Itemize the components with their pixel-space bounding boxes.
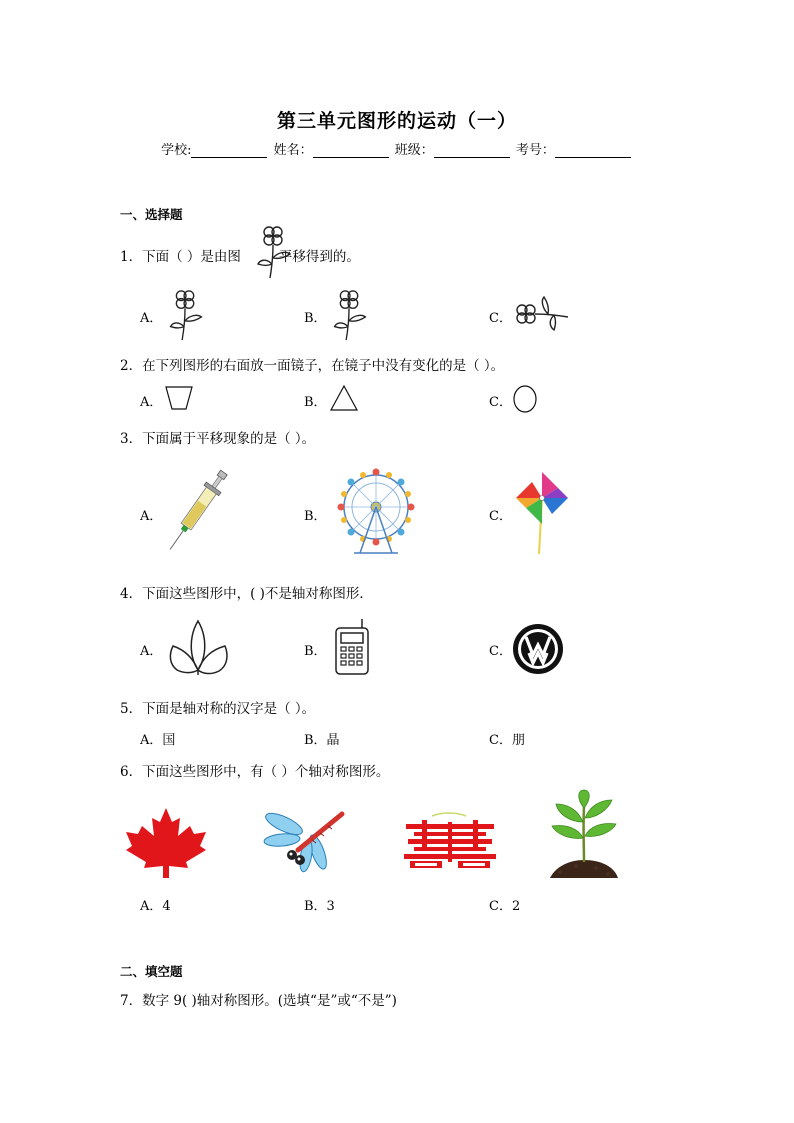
- number-blank[interactable]: [555, 143, 631, 158]
- q3-option-a[interactable]: A．: [140, 509, 163, 524]
- section-heading-choice: 一、选择题: [120, 207, 183, 222]
- ellipse-icon: [512, 384, 538, 414]
- class-blank[interactable]: [434, 143, 510, 158]
- flower-icon: [256, 224, 292, 280]
- trapezoid-icon: [164, 385, 194, 411]
- q6-option-c[interactable]: C．2: [489, 899, 521, 914]
- section-heading-fill: 二、填空题: [120, 964, 183, 979]
- question-2: 2．在下列图形的右面放一面镜子，在镜子中没有变化的是（ ）。: [120, 358, 505, 374]
- q6-option-b[interactable]: B．3: [304, 899, 335, 914]
- student-info-line: [0, 139, 794, 158]
- flower-icon: [166, 288, 206, 342]
- syringe-icon: [164, 462, 230, 560]
- q3-option-c[interactable]: C．: [489, 509, 512, 524]
- q5-option-c[interactable]: C．朋: [489, 733, 525, 748]
- q5-option-a[interactable]: A．国: [140, 733, 176, 748]
- question-5: 5．下面是轴对称的汉字是（ ）。: [120, 701, 316, 717]
- question-6: 6．下面这些图形中，有（ ）个轴对称图形。: [120, 764, 390, 780]
- flower-rotated-icon: [514, 296, 570, 332]
- pinwheel-icon: [514, 470, 570, 556]
- question-7: 7．数字 9( )轴对称图形。(选填“是”或“不是”): [120, 993, 397, 1009]
- q2-option-b[interactable]: B．: [304, 395, 327, 410]
- maple-leaf-icon: [124, 806, 208, 880]
- name-label: 姓名：: [273, 143, 313, 158]
- dragonfly-icon: [262, 810, 352, 876]
- q3-option-b[interactable]: B．: [304, 509, 327, 524]
- school-label: 学校:: [161, 143, 192, 158]
- q6-option-a[interactable]: A．4: [140, 899, 171, 914]
- question-1: [120, 245, 360, 265]
- q5-option-b[interactable]: B．晶: [304, 733, 340, 748]
- vw-logo-icon: [512, 623, 564, 675]
- leaf-icon: [163, 618, 233, 676]
- q2-option-a[interactable]: A．: [140, 395, 163, 410]
- number-label: 考号：: [515, 143, 555, 158]
- ferris-wheel-icon: [334, 463, 418, 555]
- question-4: 4．下面这些图形中，( )不是轴对称图形．: [120, 586, 373, 602]
- sprout-icon: [546, 788, 622, 882]
- double-happiness-icon: [402, 810, 498, 870]
- q4-option-b[interactable]: B．: [304, 644, 327, 659]
- question-3: 3．下面属于平移现象的是（ ）。: [120, 431, 316, 447]
- name-blank[interactable]: [313, 143, 389, 158]
- q1-option-b[interactable]: B．: [304, 311, 327, 326]
- phone-icon: [330, 618, 374, 676]
- question-1-text-pre: 1．下面（ ）是由图: [120, 249, 241, 265]
- flower-icon: [330, 288, 370, 342]
- school-blank[interactable]: [191, 143, 267, 158]
- class-label: 班级：: [394, 143, 434, 158]
- page-title: 第三单元图形的运动（一）: [276, 110, 517, 132]
- q1-option-c[interactable]: C．: [489, 311, 512, 326]
- q2-option-c[interactable]: C．: [489, 395, 512, 410]
- q1-option-a[interactable]: A．: [140, 311, 163, 326]
- q4-option-c[interactable]: C．: [489, 644, 512, 659]
- question-1-text-post: 平移得到的。: [278, 249, 360, 265]
- q4-option-a[interactable]: A．: [140, 644, 163, 659]
- triangle-icon: [329, 384, 359, 412]
